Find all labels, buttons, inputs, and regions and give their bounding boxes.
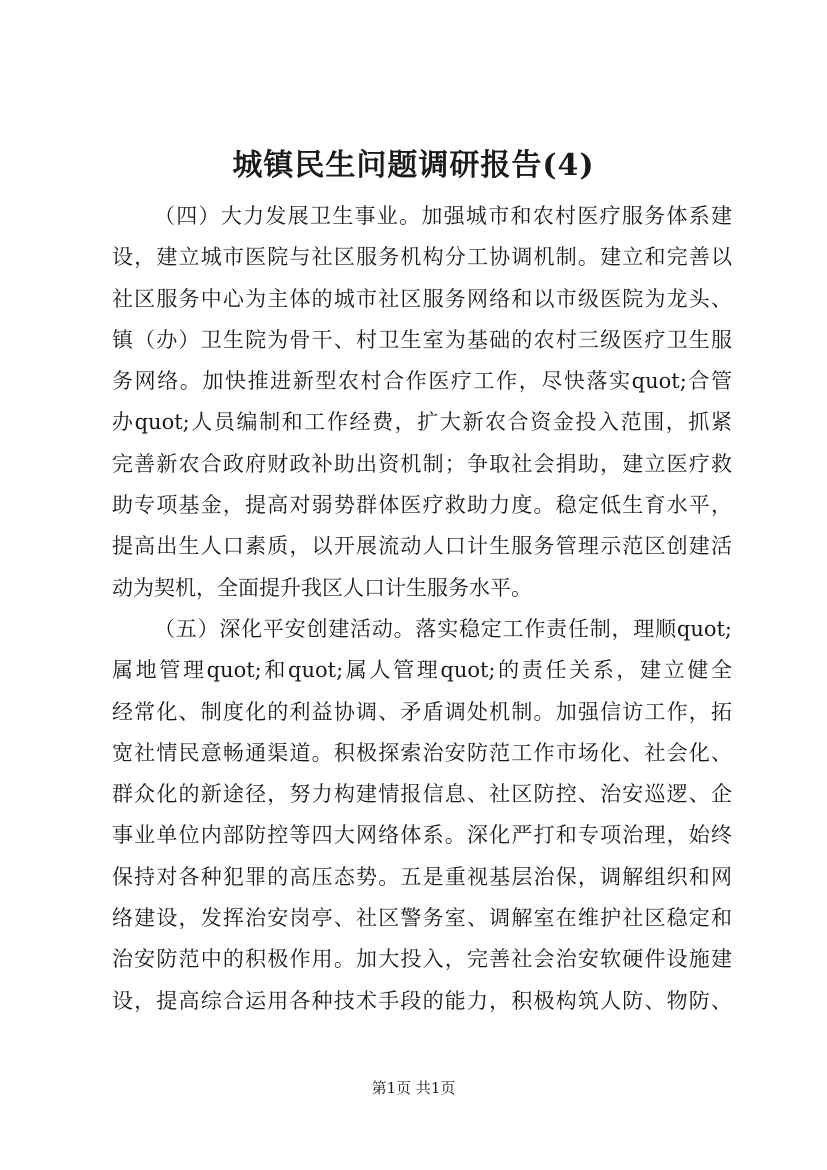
text-line: 络建设，发挥治安岗亭、社区警务室、调解室在维护社区稳定和 [112,906,732,931]
paragraph-safety [112,609,732,1022]
text-line: 群众化的新途径，努力构建情报信息、社区防控、治安巡逻、企 [112,782,732,807]
text-line: 经常化、制度化的利益协调、矛盾调处机制。加强信访工作，拓 [112,699,732,724]
text-line: 设，建立城市医院与社区服务机构分工协调机制。建立和完善以 [112,245,732,270]
text-line: 提高出生人口素质，以开展流动人口计生服务管理示范区创建活 [112,534,732,559]
text-line: 事业单位内部防控等四大网络体系。深化严打和专项治理，始终 [112,823,732,848]
text-line: 宽社情民意畅通渠道。积极探索治安防范工作市场化、社会化、 [112,740,732,765]
text-line: 务网络。加快推进新型农村合作医疗工作，尽快落实quot;合管 [112,369,732,394]
text-line: （四）大力发展卫生事业。加强城市和农村医疗服务体系建 [154,204,732,228]
text-line: 保持对各种犯罪的高压态势。五是重视基层治保，调解组织和网 [112,864,732,889]
document-title: 城镇民生问题调研报告(4) [232,148,595,183]
text-line: 完善新农合政府财政补助出资机制；争取社会捐助，建立医疗救 [112,451,732,476]
text-line: 动为契机，全面提升我区人口计生服务水平。 [112,575,532,600]
document-body [112,196,732,1022]
text-line: 设，提高综合运用各种技术手段的能力，积极构筑人防、物防、 [112,988,732,1013]
text-line: 社区服务中心为主体的城市社区服务网络和以市级医院为龙头、 [112,286,732,311]
paragraph-health [112,196,732,609]
text-line: 镇（办）卫生院为骨干、村卫生室为基础的农村三级医疗卫生服 [112,327,732,352]
page-number-footer: 第1页 共1页 [371,1079,456,1097]
text-line: （五）深化平安创建活动。落实稳定工作责任制，理顺quot; [154,616,732,641]
text-line: 属地管理quot;和quot;属人管理quot;的责任关系，建立健全 [112,658,732,683]
text-line: 助专项基金，提高对弱势群体医疗救助力度。稳定低生育水平， [112,493,732,518]
text-line: 办quot;人员编制和工作经费，扩大新农合资金投入范围，抓紧 [112,410,732,435]
text-line: 治安防范中的积极作用。加大投入，完善社会治安软硬件设施建 [112,947,732,972]
